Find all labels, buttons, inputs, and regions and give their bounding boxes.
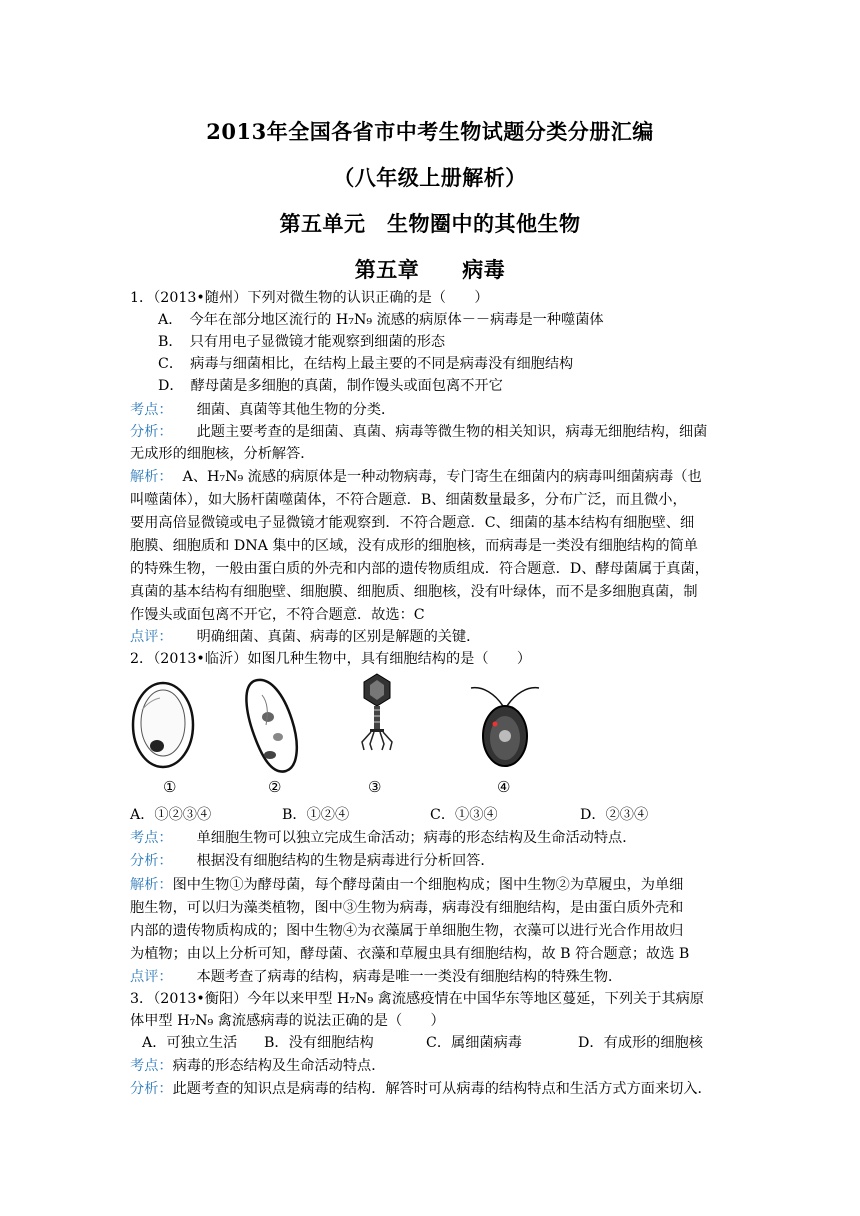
- q2-jiexi-line2: 胞生物，可以归为藻类植物，图中③生物为病毒，病毒没有细胞结构，是由蛋白质外壳和: [130, 900, 684, 916]
- q1-dianping: [130, 626, 480, 648]
- q3-option-a: A．可独立生活: [142, 1035, 238, 1051]
- doc-subtitle: （八年级上册解析）: [333, 165, 527, 190]
- q1-fenxi-text: 此题主要考查的是细菌、真菌、病毒等微生物的相关知识，病毒无细胞结构，细菌: [196, 424, 708, 440]
- bacteriophage-figure: [356, 672, 398, 752]
- q2-option-a: A．①②③④: [130, 807, 212, 823]
- kaodian-label: 考点：: [130, 402, 173, 418]
- kaodian-label: 考点：: [130, 1058, 173, 1074]
- doc-title: 2013年全国各省市中考生物试题分类分册汇编: [206, 119, 654, 144]
- unit-title: 第五单元 生物圈中的其他生物: [279, 211, 581, 236]
- q1-jiexi-line7: 作馒头或面包离不开它，不符合题意．故选：C: [130, 607, 425, 623]
- q3-stem-line2: 体甲型 H₇N₉ 禽流感病毒的说法正确的是（ ）: [130, 1013, 445, 1029]
- q2-kaodian: [130, 827, 636, 849]
- q1-jiexi-text: A、H₇N₉ 流感的病原体是一种动物病毒，专门寄生在细菌内的病毒叫细菌病毒（也: [182, 469, 702, 485]
- kaodian-label: 考点：: [130, 830, 173, 846]
- figure-label-1: ①: [163, 778, 177, 796]
- q2-dianping-text: 本题考查了病毒的结构，病毒是唯一一类没有细胞结构的特殊生物．: [196, 969, 623, 985]
- q3-stem: 3．（2013•衡阳）今年以来甲型 H₇N₉ 禽流感疫情在中国华东等地区蔓延，下列关于其病原: [130, 991, 704, 1007]
- q2-jiexi: [130, 874, 683, 896]
- q1-kaodian-text: 细菌、真菌等其他生物的分类．: [196, 402, 396, 418]
- dianping-label: 点评：: [130, 969, 173, 985]
- q2-fenxi: [130, 850, 495, 872]
- paramecium-figure: [240, 675, 302, 775]
- q1-option-d: D． 酵母菌是多细胞的真菌，制作馒头或面包离不开它: [158, 378, 503, 394]
- figure-label-4: ④: [497, 778, 511, 796]
- q1-jiexi-line5: 的特殊生物，一般由蛋白质的外壳和内部的遗传物质组成．符合题意．D、酵母菌属于真菌，: [130, 561, 709, 577]
- chapter-title: 第五章 病毒: [354, 257, 506, 282]
- fenxi-label: 分析：: [130, 1081, 173, 1097]
- q1-option-a: A． 今年在部分地区流行的 H₇N₉ 流感的病原体－－病毒是一种噬菌体: [158, 312, 604, 328]
- q1-jiexi-line3: 要用高倍显微镜或电子显微镜才能观察到．不符合题意．C、细菌的基本结构有细胞壁、细: [130, 515, 695, 531]
- q3-options: [142, 1032, 703, 1054]
- q1-jiexi: [130, 466, 702, 488]
- q3-fenxi-text: 此题考查的知识点是病毒的结构．解答时可从病毒的结构特点和生活方式方面来切入．: [172, 1081, 712, 1097]
- q1-option-c: C． 病毒与细菌相比，在结构上最主要的不同是病毒没有细胞结构: [158, 356, 574, 372]
- jiexi-label: 解析：: [130, 469, 173, 485]
- q2-kaodian-text: 单细胞生物可以独立完成生命活动；病毒的形态结构及生命活动特点．: [196, 830, 637, 846]
- q2-stem: 2．（2013•临沂）如图几种生物中，具有细胞结构的是（ ）: [130, 651, 532, 667]
- yeast-cell-figure: [130, 680, 196, 770]
- q1-kaodian: [130, 399, 395, 421]
- q2-option-c: C．①③④: [430, 807, 498, 823]
- chlamydomonas-figure: [465, 674, 545, 774]
- fenxi-label: 分析：: [130, 853, 173, 869]
- q1-jiexi-line4: 胞膜、细胞质和 DNA 集中的区域，没有成形的细胞核，而病毒是一类没有细胞结构的简单: [130, 538, 698, 554]
- q1-stem: 1．（2013•随州）下列对微生物的认识正确的是（ ）: [130, 290, 489, 306]
- fenxi-label: 分析：: [130, 424, 173, 440]
- q3-option-c: C．属细菌病毒: [426, 1035, 522, 1051]
- q2-jiexi-line3: 内部的遗传物质构成的；图中生物④为衣藻属于单细胞生物，衣藻可以进行光合作用故归: [130, 923, 684, 939]
- q2-jiexi-line4: 为植物；由以上分析可知，酵母菌、衣藻和草履虫具有细胞结构，故 B 符合题意；故选 B: [130, 946, 690, 962]
- q3-kaodian: [130, 1055, 385, 1077]
- q1-fenxi-line2: 无成形的细胞核，分析解答．: [130, 446, 315, 462]
- q2-dianping: [130, 966, 622, 988]
- q2-option-d: D．②③④: [580, 807, 649, 823]
- q2-jiexi-text: 图中生物①为酵母菌，每个酵母菌由一个细胞构成；图中生物②为草履虫，为单细: [172, 877, 684, 893]
- q3-kaodian-text: 病毒的形态结构及生命活动特点．: [172, 1058, 386, 1074]
- q2-options: [130, 804, 648, 826]
- dianping-label: 点评：: [130, 629, 173, 645]
- q1-jiexi-line2: 叫噬菌体），如大肠杆菌噬菌体，不符合题意．B、细菌数量最多，分布广泛，而且微小，: [130, 492, 687, 508]
- q3-fenxi: [130, 1078, 712, 1100]
- q1-fenxi: [130, 421, 707, 443]
- q2-fenxi-text: 根据没有细胞结构的生物是病毒进行分析回答．: [196, 853, 495, 869]
- figure-label-2: ②: [268, 778, 282, 796]
- q1-dianping-text: 明确细菌、真菌、病毒的区别是解题的关键．: [196, 629, 481, 645]
- jiexi-label: 解析：: [130, 877, 173, 893]
- figure-label-3: ③: [368, 778, 382, 796]
- q2-option-b: B．①②④: [282, 807, 350, 823]
- q1-jiexi-line6: 真菌的基本结构有细胞壁、细胞膜、细胞质、细胞核，没有叶绿体，而不是多细胞真菌，制: [130, 584, 698, 600]
- q3-option-b: B．没有细胞结构: [264, 1035, 374, 1051]
- q3-option-d: D．有成形的细胞核: [578, 1035, 703, 1051]
- q1-option-b: B． 只有用电子显微镜才能观察到细菌的形态: [158, 334, 446, 350]
